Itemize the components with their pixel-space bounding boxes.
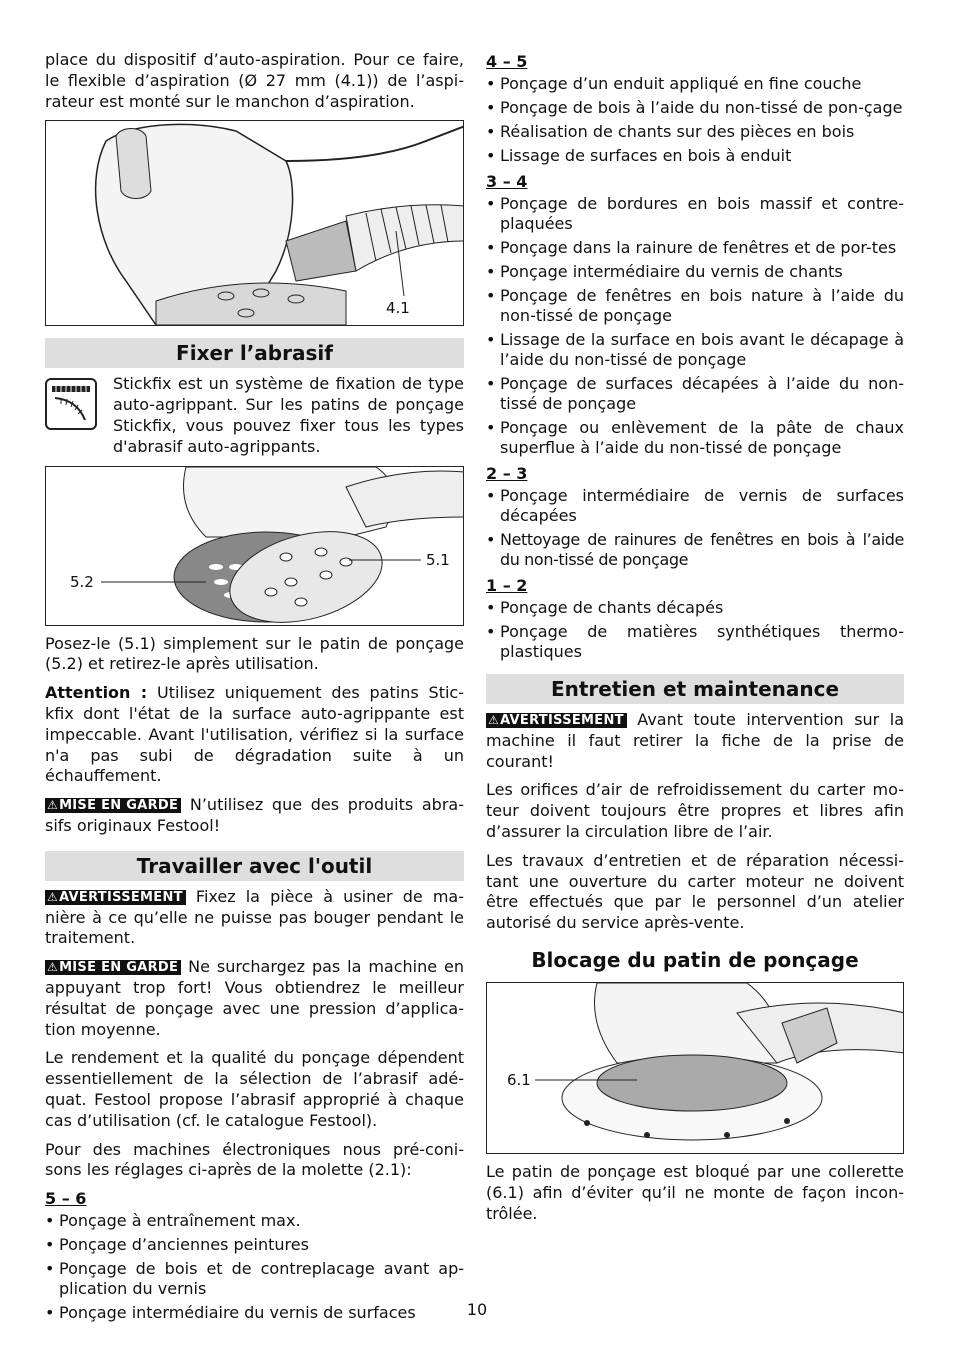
warning-triangle-icon: ⚠ — [47, 960, 59, 975]
list-item: • Ponçage à entraînement max. — [45, 1211, 464, 1231]
page-number: 10 — [466, 1300, 488, 1319]
list-item: • Lissage de surfaces en bois à enduit — [486, 146, 904, 166]
intro-paragraph: place du dispositif d’auto-aspiration. Pour ce faire, le flexible d’aspiration (Ø 27 mm (4.1)) de l’aspi-rateur est monté sur le manchon d’aspiration. — [45, 50, 464, 111]
caution-abrasifs-paragraph — [45, 795, 464, 837]
list-item: • Réalisation de chants sur des pièces en bois — [486, 122, 904, 142]
attention-label: Attention : — [45, 683, 148, 703]
range-4-5: 4 – 5 — [486, 52, 528, 71]
attention-paragraph — [45, 683, 464, 787]
figure-stickfix-pad — [45, 466, 464, 626]
list-1-2 — [486, 598, 904, 662]
range-3-4: 3 – 4 — [486, 172, 528, 191]
right-column — [486, 52, 904, 1232]
list-3-4 — [486, 194, 904, 458]
stickfix-block — [45, 374, 464, 457]
work-warning-paragraph: ⚠AVERTISSEMENT Fixez la pièce à usiner de ma-nière à ce qu’elle ne puisse pas bouger pendant le traitement. — [45, 886, 464, 948]
reglages-paragraph: Pour des machines électroniques nous pré-coni-sons les réglages ci-après de la molette (2.1): — [45, 1139, 464, 1180]
list-item: • Ponçage de bois à l’aide du non-tissé de pon-çage — [486, 98, 904, 118]
list-item: • Ponçage intermédiaire du vernis de surfaces — [45, 1303, 464, 1323]
list-item: • Ponçage de bordures en bois massif et contre-plaquées — [486, 194, 904, 234]
pose-paragraph: Posez-le (5.1) simplement sur le patin de ponçage (5.2) et retirez-le après utilisation. — [45, 633, 464, 674]
warning-triangle-icon: ⚠ — [47, 889, 59, 904]
section-title-blocage: Blocage du patin de ponçage — [531, 947, 859, 972]
figure-label-5-2: 5.2 — [70, 572, 94, 591]
range-1-2: 1 – 2 — [486, 576, 528, 595]
blocage-paragraph: Le patin de ponçage est bloqué par une collerette (6.1) afin d’éviter qu’il ne monte de façon incon-trôlée. — [486, 1161, 904, 1223]
list-item: • Ponçage de surfaces décapées à l’aide du non-tissé de ponçage — [486, 374, 904, 414]
rendement-paragraph: Le rendement et la qualité du ponçage dépendent essentiellement de la sélection de l’abrasif adé-quat. Festool propose l’abrasif approprié à chaque cas d’utilisation (cf. le catalogue Festool). — [45, 1048, 464, 1130]
left-column — [45, 50, 464, 1327]
list-item: • Ponçage ou enlèvement de la pâte de chaux superflue à l’aide du non-tissé de ponçage — [486, 418, 904, 458]
list-item: • Ponçage de bois et de contreplacage avant ap-plication du vernis — [45, 1259, 464, 1299]
travaux-paragraph: Les travaux d’entretien et de réparation nécessi-tant une ouverture du carter moteur ne doivent être effectués que par le personnel d’un atelier autorisé du service après-vente. — [486, 850, 904, 933]
list-item: • Ponçage d’anciennes peintures — [45, 1235, 464, 1255]
orifices-paragraph: Les orifices d’air de refroidissement du carter mo-teur doivent toujours être propres et libres afin d’assurer la circulation libre de l’air. — [486, 780, 904, 841]
list-item: • Ponçage de chants décapés — [486, 598, 904, 618]
list-4-5 — [486, 74, 904, 166]
stickfix-icon — [45, 378, 97, 430]
warning-tag: ⚠AVERTISSEMENT — [486, 713, 627, 728]
list-item: • Ponçage de fenêtres en bois nature à l’aide du non-tissé de ponçage — [486, 286, 904, 326]
list-2-3 — [486, 486, 904, 570]
figure-suction-hose — [45, 120, 464, 326]
section-title-entretien: Entretien et maintenance — [486, 674, 904, 704]
list-item: • Nettoyage de rainures de fenêtres en bois à l’aide du non-tissé de ponçage — [486, 530, 904, 570]
caution-tag: ⚠MISE EN GARDE — [45, 960, 181, 975]
attention-text: Utilisez uniquement des patins Stic-kfix dont l'état de la surface auto-agrippante est impeccable. Avant l'utilisation, vérifiez si la surface n'a pas subi de dégradation suite à un échauffement. — [45, 683, 465, 786]
list-item: • Ponçage dans la rainure de fenêtres et de por-tes — [486, 238, 904, 258]
figure-label-6-1: 6.1 — [507, 1070, 531, 1089]
figure-label-4-1: 4.1 — [386, 299, 410, 318]
section-title-travailler: Travailler avec l'outil — [45, 851, 464, 881]
warning-triangle-icon: ⚠ — [488, 713, 500, 727]
figure-label-5-1: 5.1 — [426, 550, 450, 569]
sanding-pad-illustration — [46, 467, 464, 625]
warning-triangle-icon: ⚠ — [47, 798, 59, 813]
sander-hose-illustration — [46, 121, 464, 325]
pad-collar-illustration — [487, 983, 904, 1153]
list-item: • Ponçage d’un enduit appliqué en fine couche — [486, 74, 904, 94]
list-item: • Ponçage de matières synthétiques thermo-plastiques — [486, 622, 904, 662]
range-5-6: 5 – 6 — [45, 1189, 87, 1209]
list-item: • Ponçage intermédiaire du vernis de chants — [486, 262, 904, 282]
list-item: • Ponçage intermédiaire de vernis de surfaces décapées — [486, 486, 904, 526]
work-caution-paragraph: ⚠MISE EN GARDE Ne surchargez pas la machine en appuyant trop fort! Vous obtiendrez le meilleur résultat de ponçage avec une pression d’applica-tion moyenne. — [45, 957, 464, 1039]
caution-tag: ⚠MISE EN GARDE — [45, 798, 181, 813]
list-item: • Lissage de la surface en bois avant le décapage à l’aide du non-tissé de ponçage — [486, 330, 904, 370]
caution-text: N’utilisez que des produits abra-sifs originaux Festool! — [45, 795, 464, 835]
stickfix-text: Stickfix est un système de fixation de type auto-agrippant. Sur les patins de ponçage Stickfix, vous pouvez fixer tous les types d'abrasif auto-agrippants. — [113, 374, 464, 456]
section-title-fixer-abrasif: Fixer l’abrasif — [45, 338, 464, 368]
range-2-3: 2 – 3 — [486, 464, 528, 483]
warning-tag: ⚠AVERTISSEMENT — [45, 890, 186, 905]
maint-warning-paragraph: ⚠AVERTISSEMENT Avant toute intervention sur la machine il faut retirer la fiche de la prise de courant! — [486, 710, 904, 771]
figure-pad-collar — [486, 982, 904, 1154]
